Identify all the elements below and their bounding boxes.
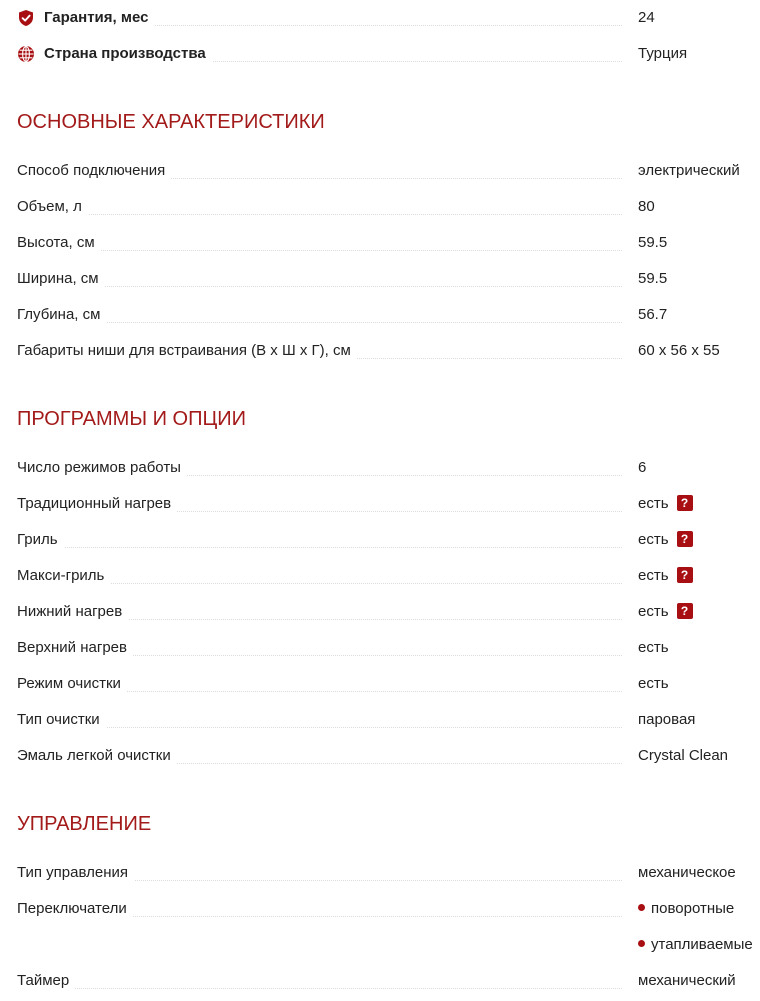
spec-value-text: есть [638,603,669,620]
spec-row [17,195,760,219]
spec-name [17,861,622,885]
section-title-main-characteristics: ОСНОВНЫЕ ХАРАКТЕРИСТИКИ [17,111,325,133]
spec-label: Традиционный нагрев [17,495,177,512]
spec-value-text: есть [638,495,669,512]
spec-name [17,492,622,516]
spec-row [17,861,760,885]
spec-name [17,195,622,219]
bullet-icon [638,940,645,947]
spec-name [17,708,622,732]
spec-label: Гарантия, мес [17,9,154,26]
spec-name [17,339,622,363]
spec-name [17,564,622,588]
spec-row [17,897,760,921]
spec-name [17,744,622,768]
spec-value: есть [638,639,669,656]
spec-row [17,600,760,624]
spec-label: Способ подключения [17,162,171,179]
help-icon[interactable]: ? [677,567,693,583]
spec-row [17,564,760,588]
spec-value: 59.5 [638,270,668,287]
spec-label: Страна производства [17,45,212,62]
spec-name [17,969,622,993]
spec-row [17,672,760,696]
spec-label: Число режимов работы [17,459,187,476]
spec-label: Эмаль легкой очистки [17,747,177,764]
spec-label: Переключатели [17,900,133,917]
spec-label: Тип очистки [17,711,106,728]
spec-row [17,159,760,183]
spec-value: 56.7 [638,306,668,323]
spec-row [17,528,760,552]
spec-value: механический [638,972,736,989]
spec-name [17,636,622,660]
spec-row [17,492,760,516]
globe-icon [17,45,35,63]
spec-row-country [17,42,760,66]
spec-value: Турция [638,45,688,62]
spec-label: Макси-гриль [17,567,110,584]
spec-row [17,636,760,660]
spec-label: Тип управления [17,864,134,881]
spec-value: паровая [638,711,696,728]
spec-row [17,708,760,732]
spec-row [17,744,760,768]
spec-label: Высота, см [17,234,101,251]
spec-name [17,897,622,921]
spec-value [638,528,693,552]
spec-label: Верхний нагрев [17,639,133,656]
spec-name [17,159,622,183]
spec-row [17,456,760,480]
spec-name [17,672,622,696]
spec-row [17,231,760,255]
spec-value [638,492,693,516]
spec-value-text: есть [638,567,669,584]
help-icon[interactable]: ? [677,495,693,511]
spec-name [17,231,622,255]
spec-value-list-item [638,897,734,921]
help-icon[interactable]: ? [677,603,693,619]
help-icon[interactable]: ? [677,531,693,547]
spec-label: Габариты ниши для встраивания (В x Ш x Г), см [17,342,357,359]
spec-label: Нижний нагрев [17,603,128,620]
spec-name [17,267,622,291]
spec-row [17,303,760,327]
spec-name [17,528,622,552]
spec-name [17,6,622,30]
section-title-control: УПРАВЛЕНИЕ [17,813,152,835]
spec-value [638,600,693,624]
spec-value-text: утапливаемые [651,936,753,953]
spec-value: 59.5 [638,234,668,251]
spec-value-list-item [638,933,753,957]
spec-value: механическое [638,864,736,881]
spec-value: электрический [638,162,740,179]
spec-row-warranty [17,6,760,30]
spec-row [17,267,760,291]
spec-value: есть [638,675,669,692]
spec-value: 6 [638,459,647,476]
spec-value [638,564,693,588]
spec-value: 60 x 56 x 55 [638,342,720,359]
spec-label: Ширина, см [17,270,105,287]
spec-name [17,456,622,480]
spec-label: Таймер [17,972,75,989]
spec-name [17,303,622,327]
spec-label: Режим очистки [17,675,127,692]
spec-row [17,339,760,363]
spec-name [17,42,622,66]
spec-row-continuation [17,933,760,957]
spec-value: Crystal Clean [638,747,729,764]
spec-row [17,969,760,993]
section-title-programs-options: ПРОГРАММЫ И ОПЦИИ [17,408,246,430]
spec-label: Гриль [17,531,64,548]
spec-name [17,600,622,624]
spec-value: 80 [638,198,655,215]
bullet-icon [638,904,645,911]
spec-value-text: поворотные [651,900,735,917]
spec-label: Глубина, см [17,306,106,323]
spec-value-text: есть [638,531,669,548]
spec-value: 24 [638,9,655,26]
shield-check-icon [17,9,35,27]
spec-label: Объем, л [17,198,88,215]
